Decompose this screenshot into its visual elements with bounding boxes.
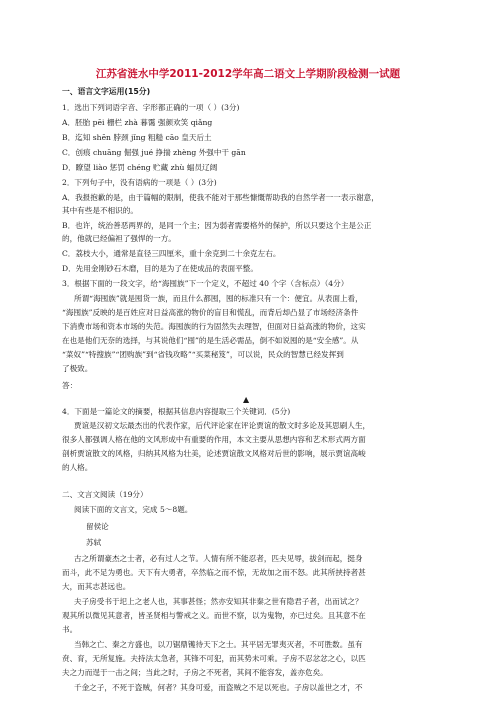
option-2c: C．荔枝大小，通常是直径三四厘米，重十余克到二十余克左右。 xyxy=(62,249,281,258)
passage-3-line3: 下消费市场和资本市场的失范。海囤族的行为固然失去理智，但面对日益高涨的物价，这实 xyxy=(62,322,366,331)
essay-title: 留侯论 xyxy=(86,522,109,531)
essay-para2-line1: 夫子房受书于圯上之老人也，其事甚怪；然亦安知其非秦之世有隐君子者，出而试之？ xyxy=(74,597,363,606)
abstract-line4: 的人格。 xyxy=(62,463,93,472)
document-title: 江苏省涟水中学2011-2012学年高二语文上学期阶段检测一试题 xyxy=(95,68,401,80)
section-heading-classical: 二、文言文阅读（19分） xyxy=(62,490,148,499)
reading-instruction: 阅读下面的文言文，完成 5～8题。 xyxy=(74,505,193,514)
passage-3-line5: “菜奴”“特搜族”“团购族”到“省钱攻略”“买菜秘笈”，可以说，民众的智慧已经发挥到 xyxy=(62,350,344,359)
essay-para1-line3: 大，而其志甚远也。 xyxy=(62,582,131,591)
section-heading-language: 一、语言文字运用(15分) xyxy=(62,87,151,96)
passage-3-line4: 在也是他们无奈的选择，与其说他们“囤”的是生活必需品，倒不如说囤的是“安全感”。从 xyxy=(62,336,359,345)
answer-label: 答： xyxy=(62,381,78,390)
option-1a: A．胚胎 pēi 栅栏 zhà 暮霭 强颜欢笑 qiǎng xyxy=(62,118,213,127)
essay-para3-line2: 贲、育，无所复施。夫持法太急者，其锋不可犯，而其势未可乘。子房不忍忿忿之心，以匹 xyxy=(62,654,366,663)
essay-para1-line1: 古之所谓豪杰之士者，必有过人之节。人情有所不能忍者，匹夫见辱，拔剑而起，挺身 xyxy=(74,554,363,563)
essay-para2-line2: 观其所以微见其意者，皆圣贤相与警戒之义。而世不察，以为鬼物，亦已过矣。且其意不在 xyxy=(62,611,366,620)
passage-3-line6: 了极致。 xyxy=(62,364,93,373)
option-1d: D．瞭望 liào 惩罚 chéng 贮藏 zhù 蝠员辽阔 xyxy=(62,163,218,172)
option-1b: B．迄知 shēn 脖颈 jǐng 粗糙 cāo 皇天后土 xyxy=(62,133,212,142)
question-1: 1．选出下列词语字音、字形都正确的一项（ ）(3分) xyxy=(62,103,240,112)
passage-3-line1: 所谓“海囤族”就是囤货一族，而且什么都囤，囤的标准只有一个：便宜。从表面上看， xyxy=(74,294,363,303)
option-2a-line2: 其中有些是不相识的。 xyxy=(62,206,138,215)
question-2: 2．下列句子中，没有语病的一项是（ ）(3分) xyxy=(62,178,217,187)
essay-author: 苏轼 xyxy=(86,538,102,547)
question-3: 3．根据下面的一段文字，给“海囤族”下一个定义，不超过 40 个字（含标点）（4分） xyxy=(62,279,349,288)
option-2a-line1: A．我报抱歉的是，由于篇幅的限制，使我不能对于那些慷慨帮助我的自然学者一一表示谢意， xyxy=(62,193,379,202)
essay-para3-line1: 当韩之亡、秦之方盛也，以刀锯鼎镬待天下之士。其平居无罪夷灭者，不可胜数。虽有 xyxy=(74,640,363,649)
option-2b-line2: 的，他就已经偏袒了强悍的一方。 xyxy=(62,234,176,243)
option-2b-line1: B．也许，统治善恶两界的，是同一个主；因为弱者需要格外的保护，所以只要这个主是公正 xyxy=(62,221,372,230)
abstract-line1: 贾谊是汉初文坛最杰出的代表作家，后代评论家在评论贾谊的散文时多论及其思刷人生， xyxy=(74,421,371,430)
essay-para4-line1: 千金之子，不死于盗贼，何者？其身可爱，而盗贼之不足以死也。子房以盖世之才，不 xyxy=(74,683,363,692)
essay-para3-line3: 夫之力而逞于一击之间；当此之时，子房之不死者，其间不能容发，盖亦危矣。 xyxy=(62,668,328,677)
essay-para2-line3: 书。 xyxy=(62,625,78,634)
essay-para1-line2: 而斗，此不足为勇也。天下有大勇者，卒然临之而不惊，无故加之而不怒。此其所挟持者甚 xyxy=(62,568,366,577)
passage-3-line2: “海囤族”反映的是百姓应对日益高涨的物价的盲目和慌乱，而背后却凸显了市场经济条件 xyxy=(62,308,359,317)
question-4: 4．下面是一篇论文的摘要，根据其信息内容提取三个关键词．(5分) xyxy=(62,407,291,416)
abstract-line2: 很多人都强调人格在他的文风形成中有重要的作用，本文主要从思想内容和艺术形式两方面 xyxy=(62,435,366,444)
option-2d: D．先用金刚砂石木磨，目的是为了在使成品的表面平整。 xyxy=(62,264,258,273)
triangle-marker: ▲ xyxy=(243,395,250,404)
option-1c: C．创痕 chuāng 倔强 jué 挣揣 zhèng 外强中干 gān xyxy=(62,148,246,157)
abstract-line3: 剖析贾谊散文的风格，归纳其风格为壮美，论述贾谊散文风格对后世的影响，展示贾谊高峻 xyxy=(62,449,366,458)
